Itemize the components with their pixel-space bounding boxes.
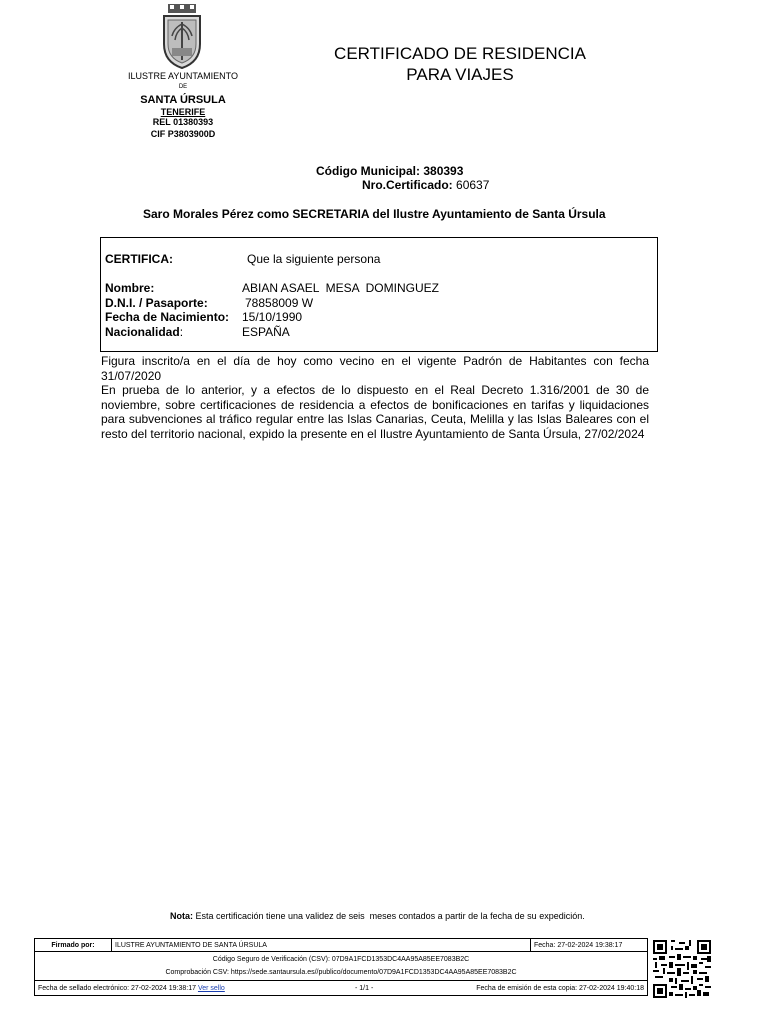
municipal-code-label: Código Municipal: [316,164,420,178]
org-name: SANTA ÚRSULA [140,94,226,106]
birth-label: Fecha de Nacimiento: [105,310,230,324]
signature-footer [34,938,736,1000]
view-seal-link[interactable]: Ver sello [197,984,225,992]
org-cif: CIF P3803900D [150,129,216,139]
nationality-value: ESPAÑA [242,325,290,339]
qr-code-icon [652,940,712,998]
nationality-label-group [105,325,183,339]
nationality-label: Nacionalidad [105,325,180,339]
note-label: Nota: [170,911,193,921]
org-rel: REL 01380393 [152,117,214,127]
csv-check-url: Comprobación CSV: https://sede.santaursula.es//publico/documento/07D9A1FCD1353DC4AA95A85EE7083B2C [165,969,517,976]
body-paragraph-1: Figura inscrito/a en el día de hoy como vecino en el vigente Padrón de Habitantes con fecha 31/07/2020 [101,354,649,383]
dni-label: D.N.I. / Pasaporte: [105,296,208,310]
secretaria-line: Saro Morales Pérez como SECRETARIA del Ilustre Ayuntamiento de Santa Úrsula [143,207,606,221]
page-number: - 1/1 - [355,984,374,992]
certificate-number-value: 60637 [456,178,490,192]
signed-by-label: Firmado por: [35,939,112,952]
name-value: ABIAN ASAEL MESA DOMINGUEZ [242,281,439,295]
copy-emission-date: Fecha de emisión de esta copia: 27-02-2024 19:40:18 [476,984,644,992]
body-paragraph-2: En prueba de lo anterior, y a efectos de lo dispuesto en el Real Decreto 1.316/2001 de 30 de noviembre, sobre certificaciones de residencia a efectos de bonificaciones en tarifas y liquidaciones para subvenciones al tráfico regular entre las Islas Canarias, Ceuta, Melilla y las Islas Baleares con el resto del territorio nacional, expido la presente en el Ilustre Ayuntamiento de Santa Úrsula, 27/02/2024 [101,383,649,441]
org-line1: ILUSTRE AYUNTAMIENTO [127,71,239,81]
birth-value: 15/10/1990 [242,310,303,324]
signed-by-value: ILUSTRE AYUNTAMIENTO DE SANTA ÚRSULA [112,939,531,952]
csv-code: Código Seguro de Verificación (CSV): 07D9A1FCD1353DC4AA95A85EE7083B2C [212,956,470,963]
certificate-number-label: Nro.Certificado: [362,178,453,192]
certificate-body [101,354,649,441]
validity-note [170,911,585,921]
municipal-code-value: 380393 [423,164,464,178]
certifica-box [100,237,658,352]
certifica-label: CERTIFICA: [105,252,173,266]
dni-value: 78858009 W [245,296,314,310]
note-text: Esta certificación tiene una validez de seis meses contados a partir de la fecha de su expedición. [193,911,585,921]
csv-cell [35,952,648,981]
nationality-colon: : [179,325,184,339]
name-label: Nombre: [105,281,155,295]
title-line1: CERTIFICADO DE RESIDENCIA [334,44,586,63]
certificate-number [362,178,489,192]
stamp-row [35,981,648,996]
signature-date: Fecha: 27-02-2024 19:38:17 [531,939,648,952]
org-island: TENERIFE [160,107,206,117]
title-line2: PARA VIAJES [406,65,514,84]
seal-date: Fecha de sellado electrónico: 27-02-2024 19:38:17 [38,984,196,992]
coat-of-arms-icon [158,4,206,70]
document-title [300,43,620,85]
org-line2: DE [178,84,188,90]
municipal-code [316,164,463,178]
signature-table [34,938,648,996]
certifica-text: Que la siguiente persona [247,252,381,266]
